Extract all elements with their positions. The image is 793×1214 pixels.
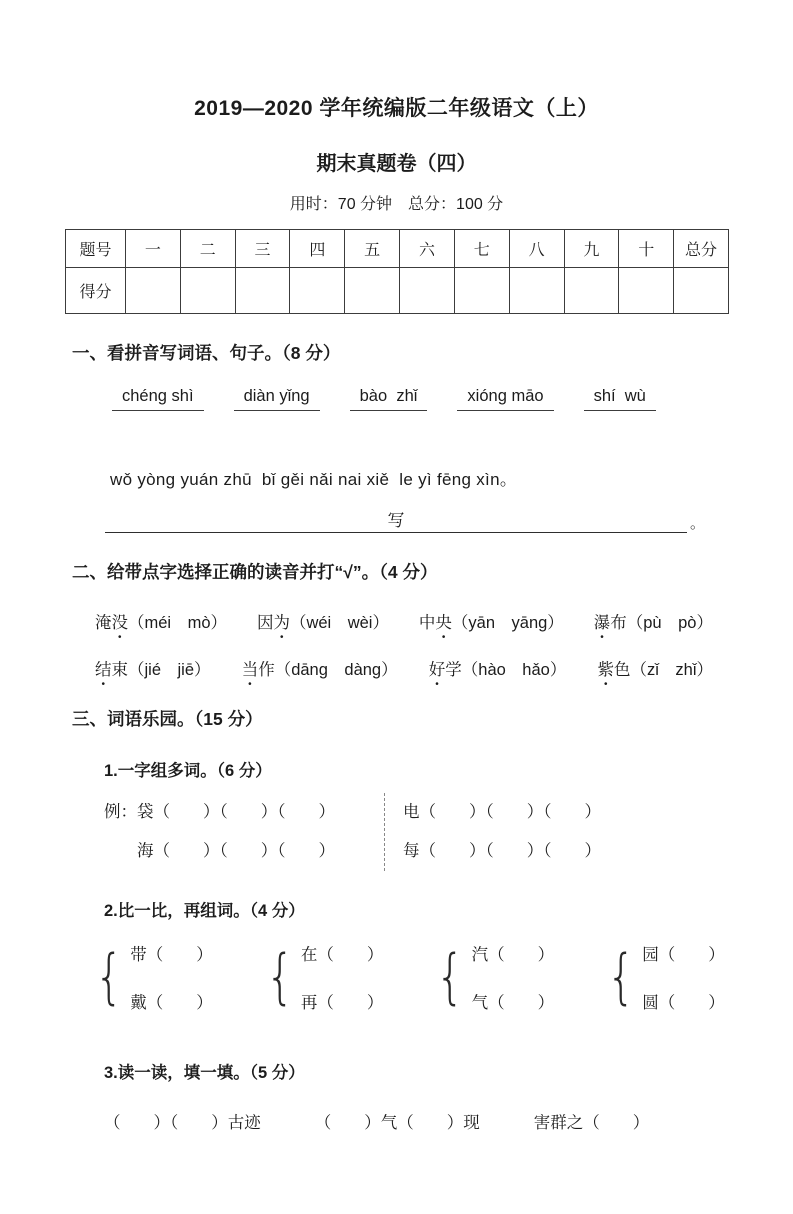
pinyin-options: （wéi wèi） [289, 614, 389, 632]
score-empty-cell [509, 268, 564, 314]
compare-group [261, 935, 384, 1019]
dotted-char: 结 [95, 661, 112, 679]
score-table-header-cell: 七 [454, 230, 509, 268]
word-pre: 中 [418, 614, 436, 632]
dotted-char: 没 [111, 614, 128, 632]
pinyin-options: （dāng dàng） [274, 661, 398, 679]
pinyin-word: shí wù [584, 387, 656, 411]
score-table-header-cell: 八 [509, 230, 564, 268]
exam-page [0, 92, 793, 1214]
exam-meta: 用时：70 分钟 总分：100 分 [289, 196, 504, 213]
score-table-header-cell: 二 [180, 230, 235, 268]
compare-word: 气（ ） [471, 994, 555, 1012]
word-post: 作 [258, 661, 275, 679]
phonetic-choice-row [95, 656, 713, 680]
score-empty-cell [454, 268, 509, 314]
section1-heading: 一、看拼音写词语、句子。（8 分） [72, 343, 341, 363]
word-post: 布 [610, 614, 627, 632]
phonetic-choice-item [242, 656, 398, 680]
compare-group-lines [472, 941, 555, 1013]
score-empty-cell [619, 268, 674, 314]
compare-group [602, 935, 725, 1019]
compare-group-lines [642, 941, 725, 1013]
phonetic-choice-item [257, 609, 389, 633]
word-pre: 因 [256, 614, 274, 632]
score-empty-cell [126, 268, 181, 314]
score-empty-cell [564, 268, 619, 314]
dotted-char: 央 [435, 614, 452, 632]
dotted-char: 紫 [597, 661, 614, 679]
score-table-header-row [66, 230, 729, 268]
score-table [65, 229, 729, 314]
section3-sub2-title: 2.比一比，再组词。（4 分） [104, 902, 305, 920]
compare-group-lines [301, 941, 384, 1013]
word-building-row: 电（ ）（ ）（ ） [403, 803, 601, 821]
word-post: 色 [613, 661, 631, 679]
score-table-header-cell: 六 [400, 230, 455, 268]
score-table-header-cell: 五 [345, 230, 400, 268]
compare-word: 在（ ） [300, 946, 384, 964]
compare-group [90, 935, 213, 1019]
pinyin-word: xióng māo [457, 387, 553, 411]
compare-word: 戴（ ） [130, 994, 213, 1012]
word-building-row: 海（ ）（ ）（ ） [104, 842, 335, 860]
word-building-row: 每（ ）（ ）（ ） [403, 842, 601, 860]
compare-group [431, 935, 554, 1019]
dotted-char: 好 [428, 661, 446, 679]
brace-glyph: { [606, 942, 636, 1012]
dotted-char: 当 [241, 661, 259, 679]
score-table-header-cell: 总分 [674, 230, 729, 268]
brace-glyph: { [265, 942, 295, 1012]
answer-line-wrap [105, 506, 705, 533]
compare-word: 园（ ） [642, 946, 725, 964]
pinyin-word: chéng shì [112, 387, 204, 411]
answer-line: 写 [105, 506, 687, 533]
exam-title: 2019—2020 学年统编版二年级语文（上） [194, 97, 599, 120]
exam-subtitle: 期末真题卷（四） [316, 153, 477, 175]
section3-heading: 三、词语乐园。（15 分） [72, 709, 263, 729]
section3-sub3-title: 3.读一读，填一填。（5 分） [104, 1064, 305, 1082]
compare-group-lines [130, 941, 213, 1013]
section3-sub1-title: 1.一字组多词。（6 分） [104, 762, 272, 780]
compare-word: 再（ ） [300, 994, 384, 1012]
phonetic-choice-item [95, 609, 227, 633]
pinyin-word-row [112, 387, 793, 411]
score-table-score-row [66, 268, 729, 314]
pinyin-word: bào zhǐ [350, 387, 428, 411]
score-empty-cell [400, 268, 455, 314]
pinyin-options: （yān yāng） [451, 614, 564, 632]
phonetic-choice-item [429, 656, 567, 680]
score-table-header-cell: 九 [564, 230, 619, 268]
phonetic-choice-item [419, 609, 564, 633]
pinyin-options: （zǐ zhǐ） [630, 661, 713, 679]
pinyin-options: （méi mò） [128, 614, 228, 632]
score-table-header-cell: 十 [619, 230, 674, 268]
word-post: 束 [111, 661, 128, 679]
score-empty-cell [674, 268, 729, 314]
fill-in-item: 害群之（ ） [533, 1114, 650, 1132]
word-post: 学 [445, 661, 462, 679]
score-empty-cell [290, 268, 345, 314]
score-table-header-cell: 三 [235, 230, 290, 268]
compare-words-row [90, 935, 793, 1019]
fill-in-item: （ ）（ ）古迹 [104, 1114, 261, 1132]
compare-word: 汽（ ） [471, 946, 555, 964]
dotted-char: 瀑 [593, 614, 611, 632]
score-table-header-cell: 四 [290, 230, 345, 268]
compare-word: 带（ ） [130, 946, 213, 964]
word-building-left-column [104, 793, 384, 871]
word-pre: 淹 [95, 614, 112, 632]
dotted-char: 为 [273, 614, 290, 632]
word-building-block [104, 793, 793, 871]
phonetic-choice-item [597, 656, 713, 680]
pinyin-options: （pù pò） [626, 614, 713, 632]
pinyin-sentence: wǒ yòng yuán zhū bǐ gěi nǎi nai xiě le yì fēng xìn。 [110, 470, 518, 489]
score-table-header-cell: 一 [126, 230, 181, 268]
score-empty-cell [180, 268, 235, 314]
fill-in-item: （ ）气（ ）现 [314, 1114, 480, 1132]
fill-in-row [104, 1109, 793, 1133]
word-building-row: 例：袋（ ）（ ）（ ） [104, 803, 335, 821]
brace-glyph: { [94, 942, 124, 1012]
brace-glyph: { [436, 942, 465, 1012]
word-building-right-column [384, 793, 601, 871]
phonetic-choice-row [95, 609, 713, 633]
score-empty-cell [345, 268, 400, 314]
phonetic-choice-item [594, 609, 713, 633]
score-table-header-cell: 题号 [66, 230, 126, 268]
answer-line-period: 。 [689, 515, 705, 532]
score-label-cell: 得分 [66, 268, 126, 314]
compare-word: 圆（ ） [642, 994, 725, 1012]
pinyin-word: diàn yǐng [234, 387, 320, 411]
pinyin-options: （hào hǎo） [461, 661, 567, 679]
section2-heading: 二、给带点字选择正确的读音并打“√”。（4 分） [72, 562, 438, 582]
phonetic-choice-item [95, 656, 211, 680]
score-empty-cell [235, 268, 290, 314]
pinyin-options: （jié jiē） [128, 661, 211, 679]
